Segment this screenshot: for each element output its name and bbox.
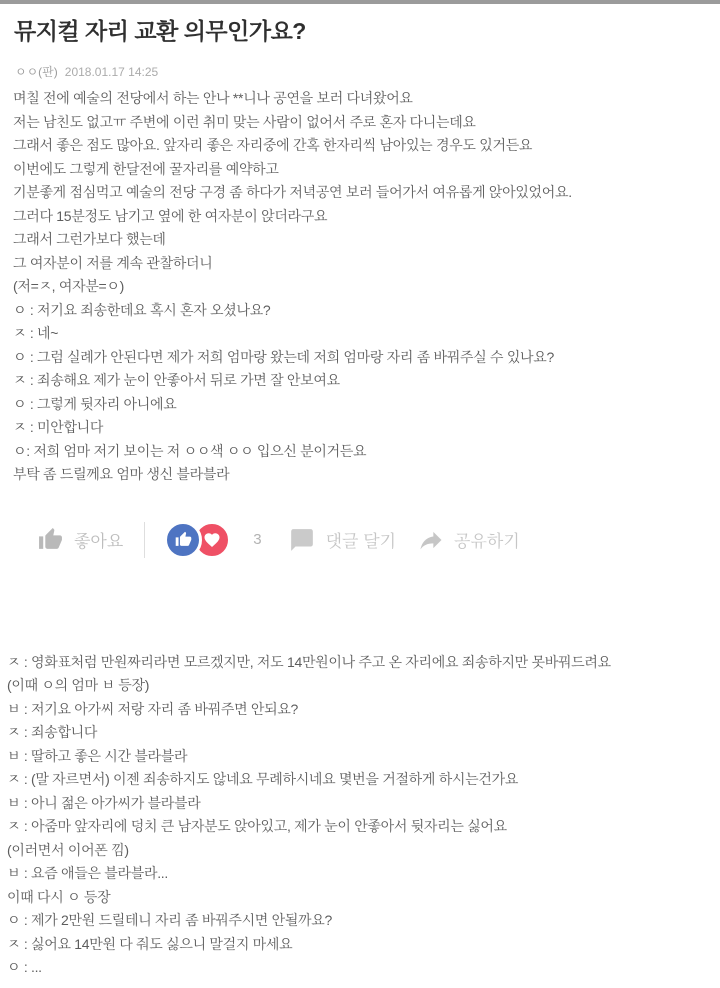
post-body-continued (0, 651, 720, 980)
body-line: 기분좋게 점심먹고 예술의 전당 구경 좀 하다가 저녁공연 보러 들어가서 여유롭게 앉아있었어요. (13, 184, 572, 200)
reaction-count[interactable]: 3 (253, 531, 262, 548)
top-border (0, 0, 720, 4)
reaction-badges[interactable] (164, 521, 231, 559)
heart-white-icon (203, 531, 221, 549)
body-line: ㅂ : 딸하고 좋은 시간 블라블라 (7, 747, 188, 764)
post-body (0, 87, 720, 487)
post-timestamp: 2018.01.17 14:25 (64, 64, 159, 79)
body-line: ㅇ : 그렇게 뒷자리 아니에요 (13, 395, 177, 412)
body-line: (저=ㅈ, 여자분=ㅇ) (13, 278, 124, 294)
body-line: (이때 ㅇ의 엄마 ㅂ 등장) (7, 677, 150, 693)
body-line: 이때 다시 ㅇ 등장 (7, 888, 111, 905)
body-line: ㅈ : 아줌마 앞자리에 덩치 큰 남자분도 앉아있고, 제가 눈이 안좋아서 뒷자리는 싫어요 (7, 818, 507, 834)
comment-label: 댓글 달기 (325, 532, 397, 551)
post-author[interactable]: ㅇㅇ(판) (15, 65, 58, 79)
like-label: 좋아요 (74, 532, 124, 551)
body-line: ㅈ : 영화표처럼 만원짜리라면 모르겠지만, 저도 14만원이나 주고 온 자리에요 죄송하지만 못바꿔드려요 (7, 653, 611, 670)
share-label: 공유하기 (454, 532, 520, 551)
body-line: ㅈ : 죄송합니다 (7, 724, 98, 740)
body-line: 그래서 그런가보다 했는데 (13, 231, 166, 247)
body-line: ㅈ : 싫어요 14만원 다 줘도 싫으니 말걸지 마세요 (7, 935, 293, 952)
comment-button[interactable] (289, 527, 396, 553)
body-line: 이번에도 그렇게 한달전에 꿀자리를 예약하고 (13, 160, 279, 177)
body-line: ㅈ : 미안합니다 (13, 419, 104, 435)
body-line: 그 여자분이 저를 계속 관찰하더니 (13, 254, 213, 271)
body-line: ㅇ : 그럼 실례가 안된다면 제가 저희 엄마랑 왔는데 저희 엄마랑 자리 좀 바꿔주실 수 있나요? (13, 348, 554, 365)
body-line: 며칠 전에 예술의 전당에서 하는 안나 **니나 공연을 보러 다녀왔어요 (13, 90, 413, 106)
thumbs-up-icon (38, 527, 63, 552)
reaction-bar (38, 517, 720, 563)
like-button[interactable] (38, 527, 123, 552)
body-line: 그러다 15분정도 남기고 옆에 한 여자분이 앉더라구요 (13, 207, 328, 224)
body-line: ㅂ : 저기요 아가씨 저랑 자리 좀 바꿔주면 안되요? (7, 700, 299, 717)
body-line: (이러면서 이어폰 낌) (7, 841, 129, 858)
like-reaction-badge[interactable] (164, 521, 202, 559)
body-line: ㅇ: 저희 엄마 저기 보이는 저 ㅇㅇ색 ㅇㅇ 입으신 분이거든요 (13, 442, 367, 459)
post-meta (15, 63, 720, 80)
body-line: ㅈ : (말 자르면서) 이젠 죄송하지도 않네요 무례하시네요 몇번을 거절하게 하시는건가요 (7, 771, 519, 787)
share-arrow-icon (417, 526, 445, 554)
body-line: 부탁 좀 드릴께요 엄마 생신 블라블라 (13, 466, 230, 482)
body-line: ㅈ : 죄송해요 제가 눈이 안좋아서 뒤로 가면 잘 안보여요 (13, 372, 340, 388)
body-line: ㅈ : 네~ (13, 325, 59, 341)
divider (144, 522, 145, 558)
body-line: ㅇ : 제가 2만원 드릴테니 자리 좀 바꿔주시면 안될까요? (7, 912, 332, 928)
body-line: ㅂ : 요즘 애들은 블라블라... (7, 865, 168, 881)
body-line: ㅇ : ... (7, 959, 42, 975)
speech-bubble-icon (289, 527, 315, 553)
body-line: ㅇ : 저기요 죄송한데요 혹시 혼자 오셨나요? (13, 301, 271, 318)
post-title: 뮤지컬 자리 교환 의무인가요? (14, 18, 306, 44)
share-button[interactable] (417, 526, 520, 554)
body-line: ㅂ : 아니 젊은 아가씨가 블라블라 (7, 794, 201, 811)
body-line: 저는 남친도 없고ㅠ 주변에 이런 취미 맞는 사람이 없어서 주로 혼자 다니는데요 (13, 113, 476, 130)
body-line: 그래서 좋은 점도 많아요. 앞자리 좋은 자리중에 간혹 한자리씩 남아있는 경우도 있거든요 (13, 137, 533, 153)
thumbs-up-white-icon (175, 531, 192, 548)
